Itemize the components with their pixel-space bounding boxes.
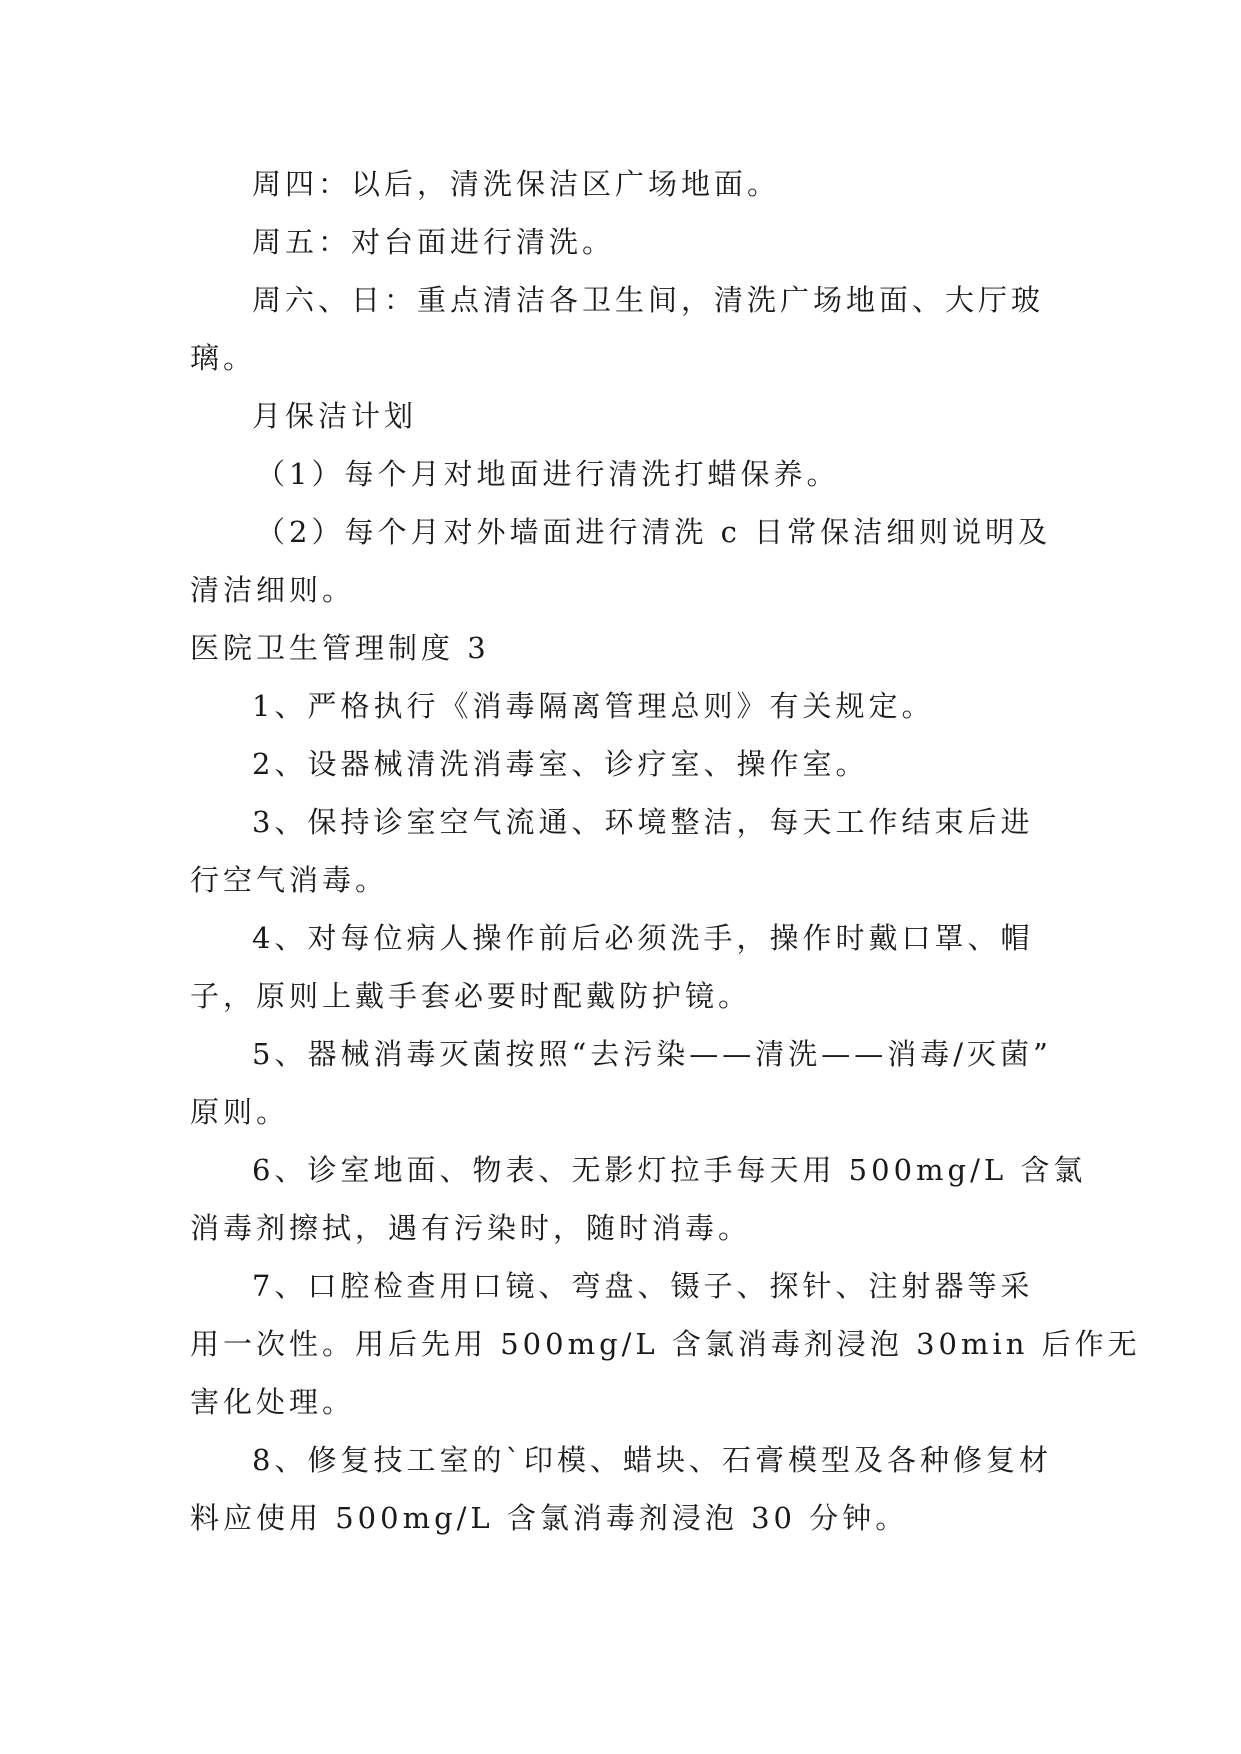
text-line-15: 子，原则上戴手套必要时配戴防护镜。	[190, 979, 752, 1013]
text-line-7: （2）每个月对外墙面进行清洗 c 日常保洁细则说明及	[256, 515, 1052, 549]
text-line-6: （1）每个月对地面进行清洗打蜡保养。	[256, 457, 840, 491]
text-line-8: 清洁细则。	[190, 573, 356, 607]
text-line-19: 消毒剂擦拭，遇有污染时，随时消毒。	[190, 1211, 752, 1245]
text-line-21: 用一次性。用后先用 500mg/L 含氯消毒剂浸泡 30min 后作无	[190, 1327, 1141, 1361]
text-line-24: 料应使用 500mg/L 含氯消毒剂浸泡 30 分钟。	[190, 1501, 909, 1535]
text-line-3: 周六、日：重点清洁各卫生间，清洗广场地面、大厅玻	[252, 283, 1045, 317]
text-line-4: 璃。	[190, 341, 257, 375]
text-line-1: 周四：以后，清洗保洁区广场地面。	[252, 167, 781, 201]
text-line-12: 3、保持诊室空气流通、环境整洁，每天工作结束后进	[252, 805, 1034, 839]
text-line-20: 7、口腔检查用口镜、弯盘、镊子、探针、注射器等采	[252, 1269, 1034, 1303]
text-line-22: 害化处理。	[190, 1385, 356, 1419]
section-heading-monthly-plan: 月保洁计划	[252, 399, 418, 433]
section-heading-hospital-hygiene: 医院卫生管理制度 3	[190, 631, 490, 665]
text-line-17: 原则。	[190, 1095, 290, 1129]
text-line-14: 4、对每位病人操作前后必须洗手，操作时戴口罩、帽	[252, 921, 1034, 955]
text-line-10: 1、严格执行《消毒隔离管理总则》有关规定。	[252, 689, 935, 723]
text-line-16: 5、器械消毒灭菌按照“去污染——清洗——消毒/灭菌”	[252, 1037, 1052, 1071]
text-line-18: 6、诊室地面、物表、无影灯拉手每天用 500mg/L 含氯	[252, 1153, 1087, 1187]
text-line-13: 行空气消毒。	[190, 863, 389, 897]
text-line-11: 2、设器械清洗消毒室、诊疗室、操作室。	[252, 747, 869, 781]
text-line-23: 8、修复技工室的`印模、蜡块、石膏模型及各种修复材	[252, 1443, 1052, 1477]
text-line-2: 周五：对台面进行清洗。	[252, 225, 616, 259]
